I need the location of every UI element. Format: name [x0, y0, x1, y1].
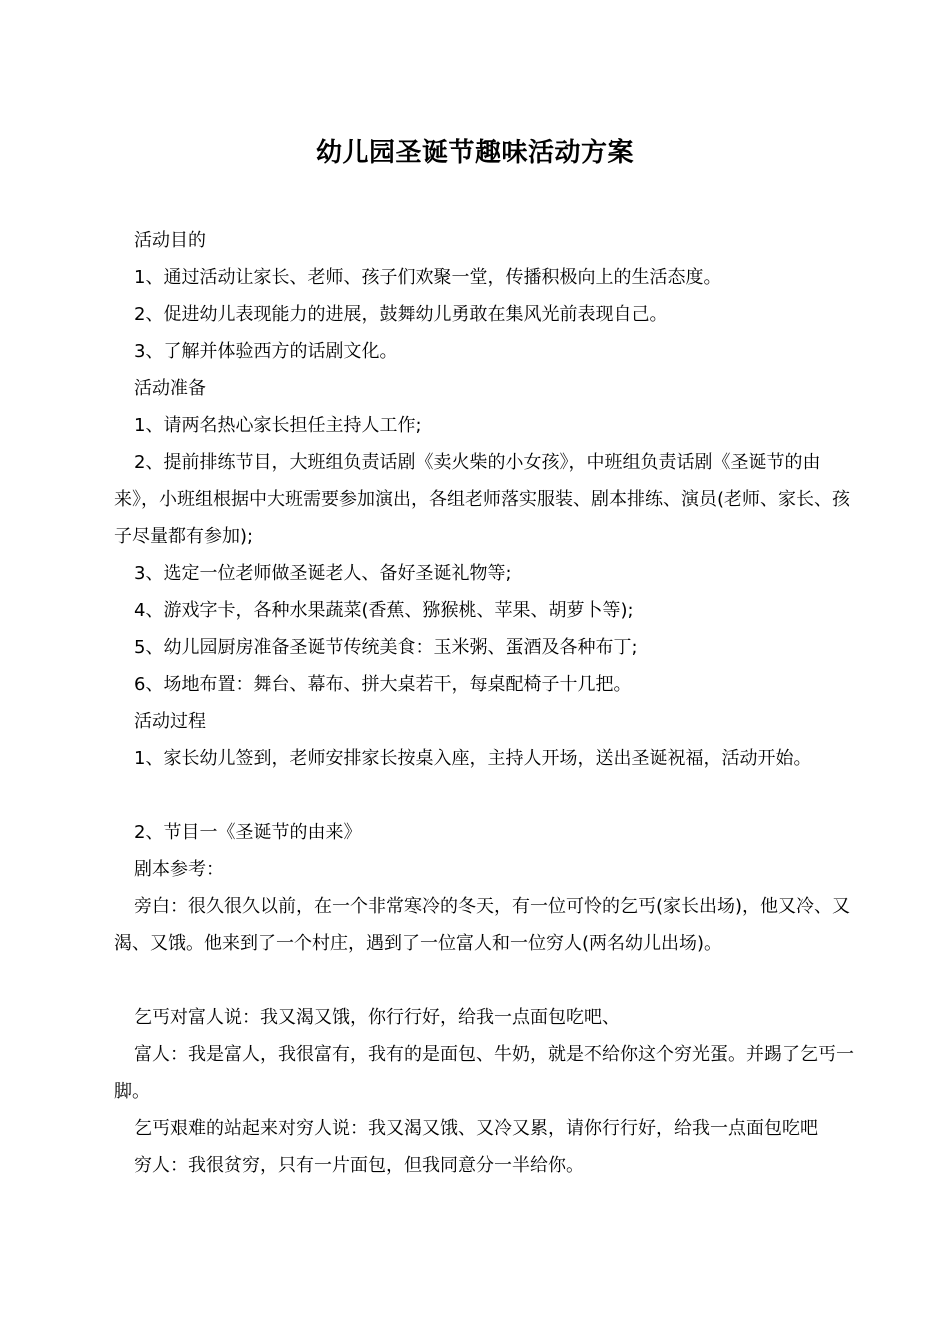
preparation-item-3: 3、选定一位老师做圣诞老人、备好圣诞礼物等; [134, 563, 512, 584]
script-reference-label: 剧本参考： [134, 859, 224, 880]
preparation-item-5: 5、幼儿园厨房准备圣诞节传统美食：玉米粥、蛋酒及各种布丁; [134, 637, 638, 658]
script-line-beggar-to-poor: 乞丐艰难的站起来对穷人说：我又渴又饿、又冷又累，请你行行好，给我一点面包吃吧 [134, 1118, 818, 1139]
section-heading-purpose: 活动目的 [134, 230, 206, 251]
document-title: 幼儿园圣诞节趣味活动方案 [315, 138, 634, 168]
script-line-poor: 穷人：我很贫穷，只有一片面包，但我同意分一半给你。 [134, 1155, 584, 1176]
purpose-item-2: 2、促进幼儿表现能力的进展，鼓舞幼儿勇敢在集风光前表现自己。 [134, 304, 668, 325]
section-heading-process: 活动过程 [134, 711, 206, 732]
document-body [114, 222, 854, 1184]
section-heading-preparation: 活动准备 [134, 378, 206, 399]
paragraph-gap [114, 962, 854, 999]
purpose-item-1: 1、通过活动让家长、老师、孩子们欢聚一堂，传播积极向上的生活态度。 [134, 267, 722, 288]
script-line-rich: 富人：我是富人，我很富有，我有的是面包、牛奶，就是不给你这个穷光蛋。并踢了乞丐一脚。 [114, 1044, 854, 1102]
preparation-item-2: 2、提前排练节目，大班组负责话剧《卖火柴的小女孩》，中班组负责话剧《圣诞节的由来》，小班组根据中大班需要参加演出，各组老师落实服装、剧本排练、演员(老师、家长、孩子尽量都有参加); [114, 452, 851, 547]
script-line-beggar-to-rich: 乞丐对富人说：我又渴又饿，你行行好，给我一点面包吃吧、 [134, 1007, 620, 1028]
preparation-item-6: 6、场地布置：舞台、幕布、拼大桌若干，每桌配椅子十几把。 [134, 674, 632, 695]
process-item-2: 2、节目一《圣诞节的由来》 [134, 822, 362, 843]
paragraph-gap [114, 777, 854, 814]
purpose-item-3: 3、了解并体验西方的话剧文化。 [134, 341, 398, 362]
script-narration: 旁白：很久很久以前，在一个非常寒冷的冬天，有一位可怜的乞丐(家长出场)，他又冷、又渴、又饿。他来到了一个村庄，遇到了一位富人和一位穷人(两名幼儿出场)。 [114, 896, 851, 954]
preparation-item-1: 1、请两名热心家长担任主持人工作; [134, 415, 422, 436]
process-item-1: 1、家长幼儿签到，老师安排家长按桌入座，主持人开场，送出圣诞祝福，活动开始。 [134, 748, 812, 769]
preparation-item-4: 4、游戏字卡，各种水果蔬菜(香蕉、猕猴桃、苹果、胡萝卜等); [134, 600, 634, 621]
